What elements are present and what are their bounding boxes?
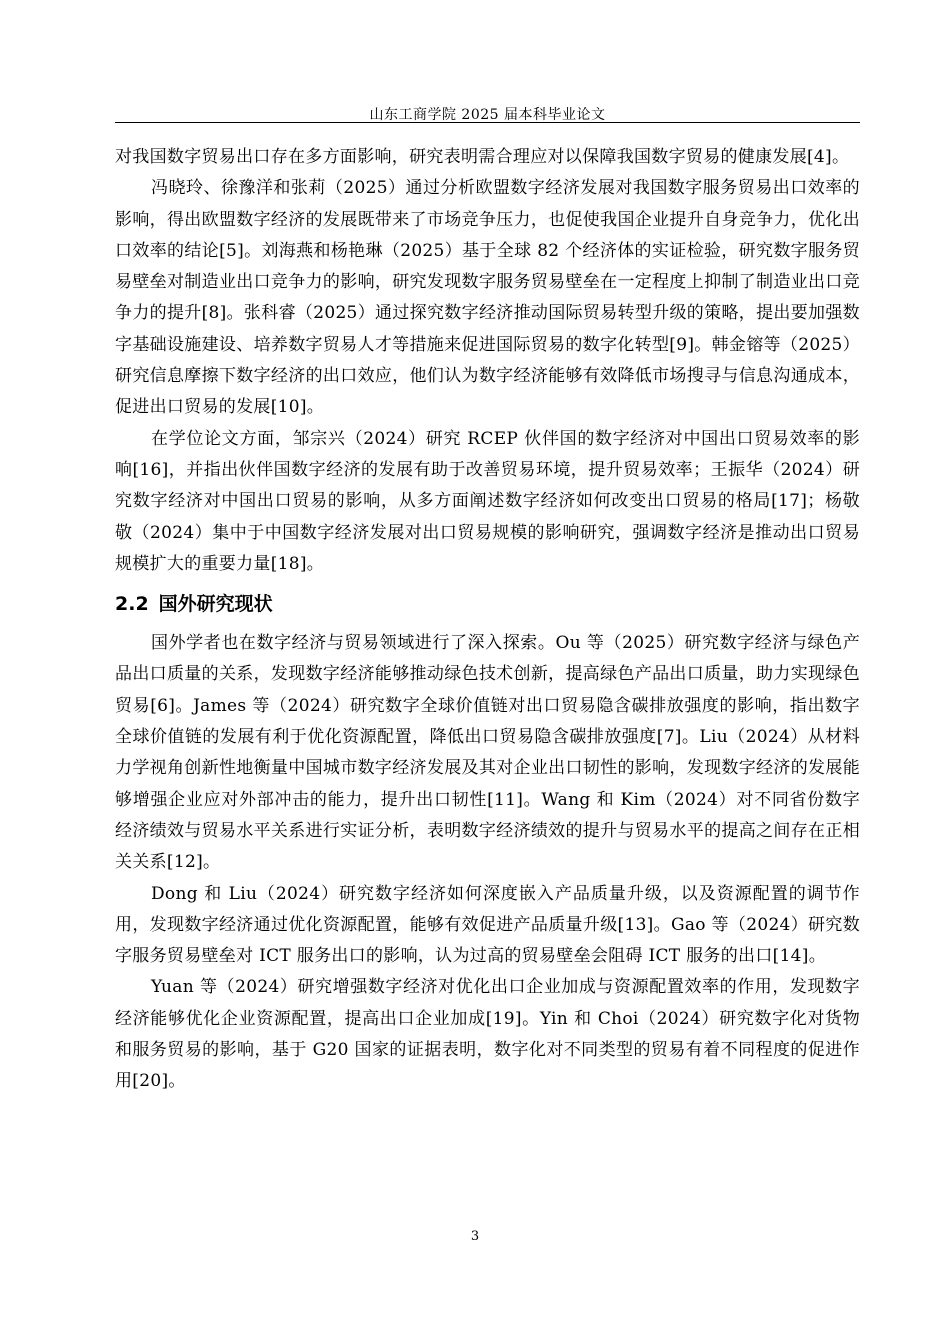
paragraph-domestic-journals: 冯晓玲、徐豫洋和张莉（2025）通过分析欧盟数字经济发展对我国数字服务贸易出口效率的影响，得出欧盟数字经济的发展既带来了市场竞争压力，也促使我国企业提升自身竞争力，优化出口效率的结论[5]。刘海燕和杨艳琳（2025）基于全球 82 个经济体的实证检验，研究数字服务贸易壁垒对制造业出口竞争力的影响，研究发现数字服务贸易壁垒在一定程度上抑制了制造业出口竞争力的提升[8]。张科睿（2025）通过探究数字经济推动国际贸易转型升级的策略，提出要加强数字基础设施建设、培养数字贸易人才等措施来促进国际贸易的数字化转型[9]。韩金镕等（2025）研究信息摩擦下数字经济的出口效应，他们认为数字经济能够有效降低市场搜寻与信息沟通成本，促进出口贸易的发展[10]。 [115,178,860,418]
paragraph-continued: 对我国数字贸易出口存在多方面影响，研究表明需合理应对以保障我国数字贸易的健康发展[4]。 [115,147,850,167]
paragraph-foreign-3: Yuan 等（2024）研究增强数字经济对优化出口企业加成与资源配置效率的作用，发现数字经济能够优化企业资源配置，提高出口企业加成[19]。Yin 和 Choi（2024）研究数字化对货物和服务贸易的影响，基于 G20 国家的证据表明，数字化对不同类型的贸易有着不同程度的促进作用[20]。 [115,977,860,1092]
section-number: 2.2 [115,593,149,616]
paragraph-foreign-1: 国外学者也在数字经济与贸易领域进行了深入探索。Ou 等（2025）研究数字经济与绿色产品出口质量的关系，发现数字经济能够推动绿色技术创新，提高绿色产品出口质量，助力实现绿色贸易[6]。James 等（2024）研究数字全球价值链对出口贸易隐含碳排放强度的影响，指出数字全球价值链的发展有利于优化资源配置，降低出口贸易隐含碳排放强度[7]。Liu（2024）从材料力学视角创新性地衡量中国城市数字经济发展及其对企业出口韧性的影响，发现数字经济的发展能够增强企业应对外部冲击的能力，提升出口韧性[11]。Wang 和 Kim（2024）对不同省份数字经济绩效与贸易水平关系进行实证分析，表明数字经济绩效的提升与贸易水平的提高之间存在正相关关系[12]。 [115,633,860,873]
paragraph-foreign-2: Dong 和 Liu（2024）研究数字经济如何深度嵌入产品质量升级，以及资源配置的调节作用，发现数字经济通过优化资源配置，能够有效促进产品质量升级[13]。Gao 等（2024）研究数字服务贸易壁垒对 ICT 服务出口的影响，认为过高的贸易壁垒会阻碍 ICT 服务的出口[14]。 [115,883,860,967]
page-number: 3 [470,1229,480,1244]
section-title: 国外研究现状 [158,593,273,616]
running-header: 山东工商学院 2025 届本科毕业论文 [369,107,606,123]
paragraph-domestic-theses: 在学位论文方面，邹宗兴（2024）研究 RCEP 伙伴国的数字经济对中国出口贸易效率的影响[16]，并指出伙伴国数字经济的发展有助于改善贸易环境，提升贸易效率；王振华（2024）研究数字经济对中国出口贸易的影响，从多方面阐述数字经济如何改变出口贸易的格局[17]；杨敬敬（2024）集中于中国数字经济发展对出口贸易规模的影响研究，强调数字经济是推动出口贸易规模扩大的重要力量[18]。 [115,428,860,574]
page-body [115,142,860,1098]
section-heading [115,586,860,622]
header-rule [115,122,860,123]
